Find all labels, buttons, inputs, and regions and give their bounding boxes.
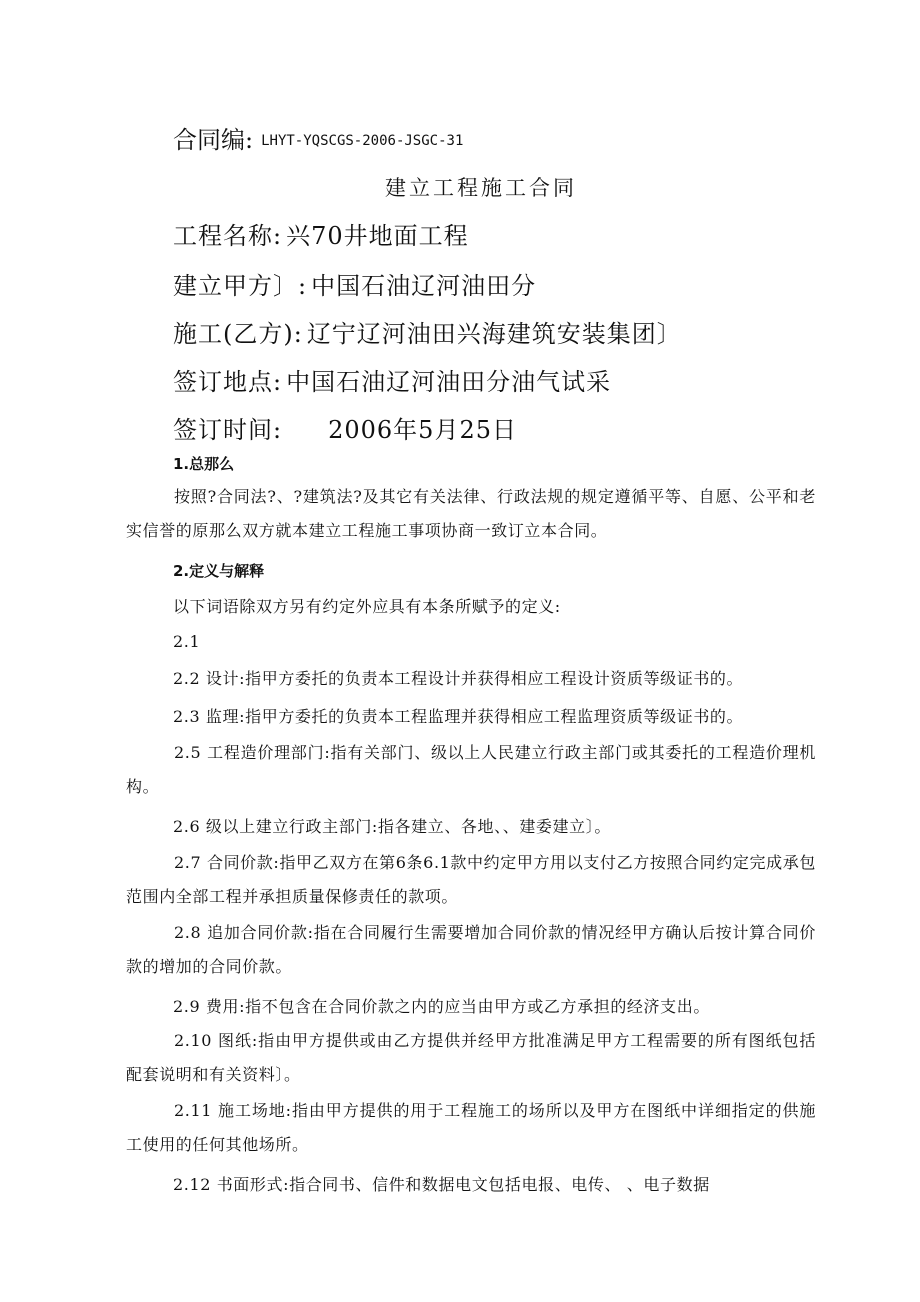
- party-b-value: 辽宁辽河油田兴海建筑安装集团〕: [306, 320, 682, 348]
- sign-time-row: [173, 410, 517, 445]
- party-b-row: [173, 314, 682, 349]
- sign-time-label: 签订时间:: [173, 416, 283, 444]
- clause-2-12: 2.12 书面形式:指合同书、信件和数据电文包括电报、电传、 、电子数据: [173, 1175, 710, 1194]
- clause-2-8: [126, 916, 816, 984]
- clause-2-9: 2.9 费用:指不包含在合同价款之内的应当由甲方或乙方承担的经济支出。: [173, 997, 710, 1016]
- party-b-label: 施工(乙方):: [173, 320, 303, 348]
- section-1-heading: 1.总那么: [173, 455, 235, 473]
- sign-place-label: 签订地点:: [173, 368, 283, 396]
- sign-place-value: 中国石油辽河油田分油气试采: [286, 368, 612, 396]
- clause-2-2: 2.2 设计:指甲方委托的负责本工程设计并获得相应工程设计资质等级证书的。: [173, 669, 744, 688]
- document-title: 建立工程施工合同: [385, 176, 577, 200]
- section-2-heading: 2.定义与解释: [173, 562, 265, 580]
- party-a-value: 中国石油辽河油田分: [311, 272, 537, 300]
- contract-number-label: 合同编:: [173, 126, 254, 154]
- sign-place-row: [173, 362, 611, 397]
- party-a-row: [173, 266, 536, 301]
- section-1-paragraph: [126, 480, 816, 548]
- clause-2-5: [126, 736, 816, 804]
- contract-number-value: LHYT-YQSCGS-2006-JSGC-31: [261, 133, 464, 149]
- contract-number: [173, 120, 463, 155]
- party-a-label: 建立甲方〕:: [173, 272, 308, 300]
- clause-2-10: [126, 1024, 816, 1092]
- clause-2-7: [126, 846, 816, 914]
- clause-2-7-text: 2.7 合同价款:指甲乙双方在第6条6.1款中约定甲方用以支付乙方按照合同约定完成承包范围内全部工程并承担质量保修责任的款项。: [126, 853, 816, 906]
- clause-2-11-text: 2.11 施工场地:指由甲方提供的用于工程施工的场所以及甲方在图纸中详细指定的供施工使用的任何其他场所。: [126, 1101, 816, 1154]
- project-name-row: [173, 216, 469, 251]
- clause-2-1: 2.1: [173, 632, 201, 651]
- clause-2-11: [126, 1094, 816, 1162]
- clause-2-3: 2.3 监理:指甲方委托的负责本工程监理并获得相应工程监理资质等级证书的。: [173, 707, 744, 726]
- section-1-text: 按照?合同法?、?建筑法?及其它有关法律、行政法规的规定遵循平等、自愿、公平和老实信誉的原那么双方就本建立工程施工事项协商一致订立本合同。: [126, 487, 816, 540]
- clause-2-5-text: 2.5 工程造价理部门:指有关部门、级以上人民建立行政主部门或其委托的工程造价理机构。: [126, 743, 816, 796]
- project-name-value: 兴70井地面工程: [286, 222, 469, 250]
- section-2-intro: 以下词语除双方另有约定外应具有本条所赋予的定义:: [173, 597, 561, 616]
- clause-2-8-text: 2.8 追加合同价款:指在合同履行生需要增加合同价款的情况经甲方确认后按计算合同价款的增加的合同价款。: [126, 923, 816, 976]
- clause-2-10-text: 2.10 图纸:指由甲方提供或由乙方提供并经甲方批准满足甲方工程需要的所有图纸包括配套说明和有关资料〕。: [126, 1031, 816, 1084]
- project-name-label: 工程名称:: [173, 222, 283, 250]
- sign-time-value: 2006年5月25日: [328, 416, 517, 444]
- clause-2-6: 2.6 级以上建立行政主部门:指各建立、各地、、建委建立〕。: [173, 817, 611, 836]
